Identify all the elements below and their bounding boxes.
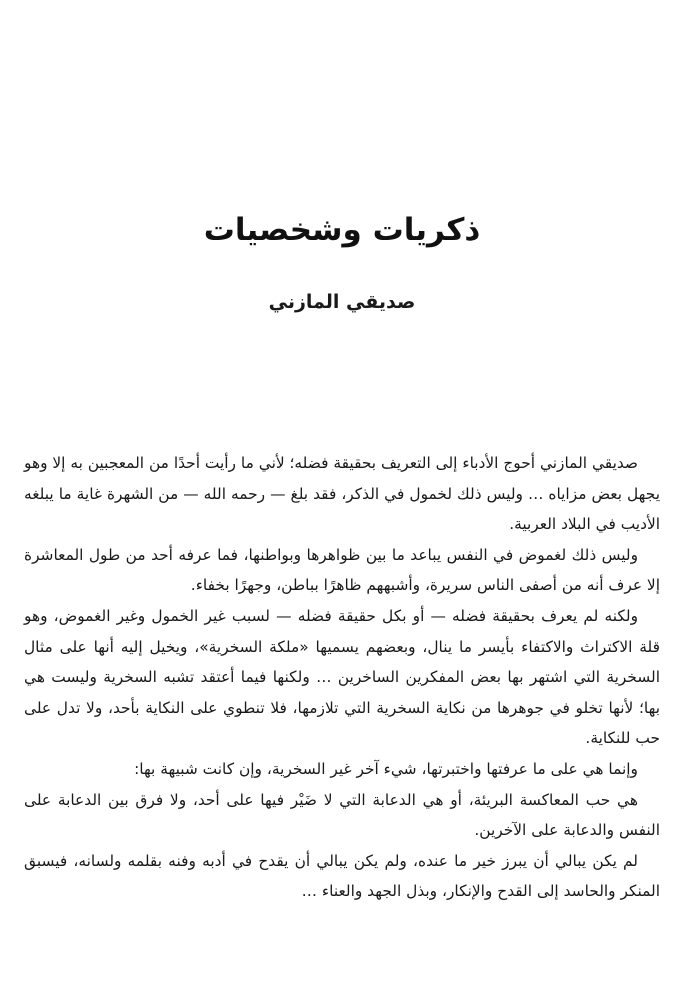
paragraph-3: ولكنه لم يعرف بحقيقة فضله — أو بكل حقيقة فضله — لسبب غير الخمول وغير الغموض، وهو قلة الاكتراث والاكتفاء بأيسر ما ينال، وبعضهم يسميها «ملكة السخرية»، ويخيل إليه أنها على مثال السخرية التي اشتهر بها بعض المفكرين الساخرين … ولكنها فيما أعتقد تشبه السخرية وليست هي بها؛ لأنها تخلو في جوهرها من نكاية السخرية التي تلازمها، فلا تنطوي على النكاية بأحد، ولا تدل على حب للنكاية. xyxy=(24,606,660,748)
paragraph-6: لم يكن يبالي أن يبرز خير ما عنده، ولم يكن يبالي أن يقدح في أدبه وفنه بقلمه ولسانه، فيسبق المنكر والحاسد إلى القدح والإنكار، وبذل الجهد والعناء … xyxy=(24,851,660,901)
paragraph-5: هي حب المعاكسة البريئة، أو هي الدعابة التي لا ضَيْر فيها على أحد، ولا فرق بين الدعابة على النفس والدعابة على الآخرين. xyxy=(24,790,660,840)
paragraph-2: وليس ذلك لغموض في النفس يباعد ما بين ظواهرها وبواطنها، فما عرفه أحد من طول المعاشرة إلا عرف أنه من أصفى الناس سريرة، وأشبههم ظاهرًا بباطن، وجهرًا بخفاء. xyxy=(24,545,660,595)
body-text xyxy=(24,448,660,907)
chapter-heading: صديقي المازني xyxy=(268,291,416,313)
paragraph-4: وإنما هي على ما عرفتها واختبرتها، شيء آخر غير السخرية، وإن كانت شبيهة بها: xyxy=(134,759,638,778)
book-title: ذكريات وشخصيات xyxy=(203,212,481,248)
paragraph-1: صديقي المازني أحوج الأدباء إلى التعريف بحقيقة فضله؛ لأني ما رأيت أحدًا من المعجبين به إلا وهو يجهل بعض مزاياه … وليس ذلك لخمول في الذكر، فقد بلغ — رحمه الله — من الشهرة غاية ما يبلغه الأديب في البلاد العربية. xyxy=(24,454,660,534)
